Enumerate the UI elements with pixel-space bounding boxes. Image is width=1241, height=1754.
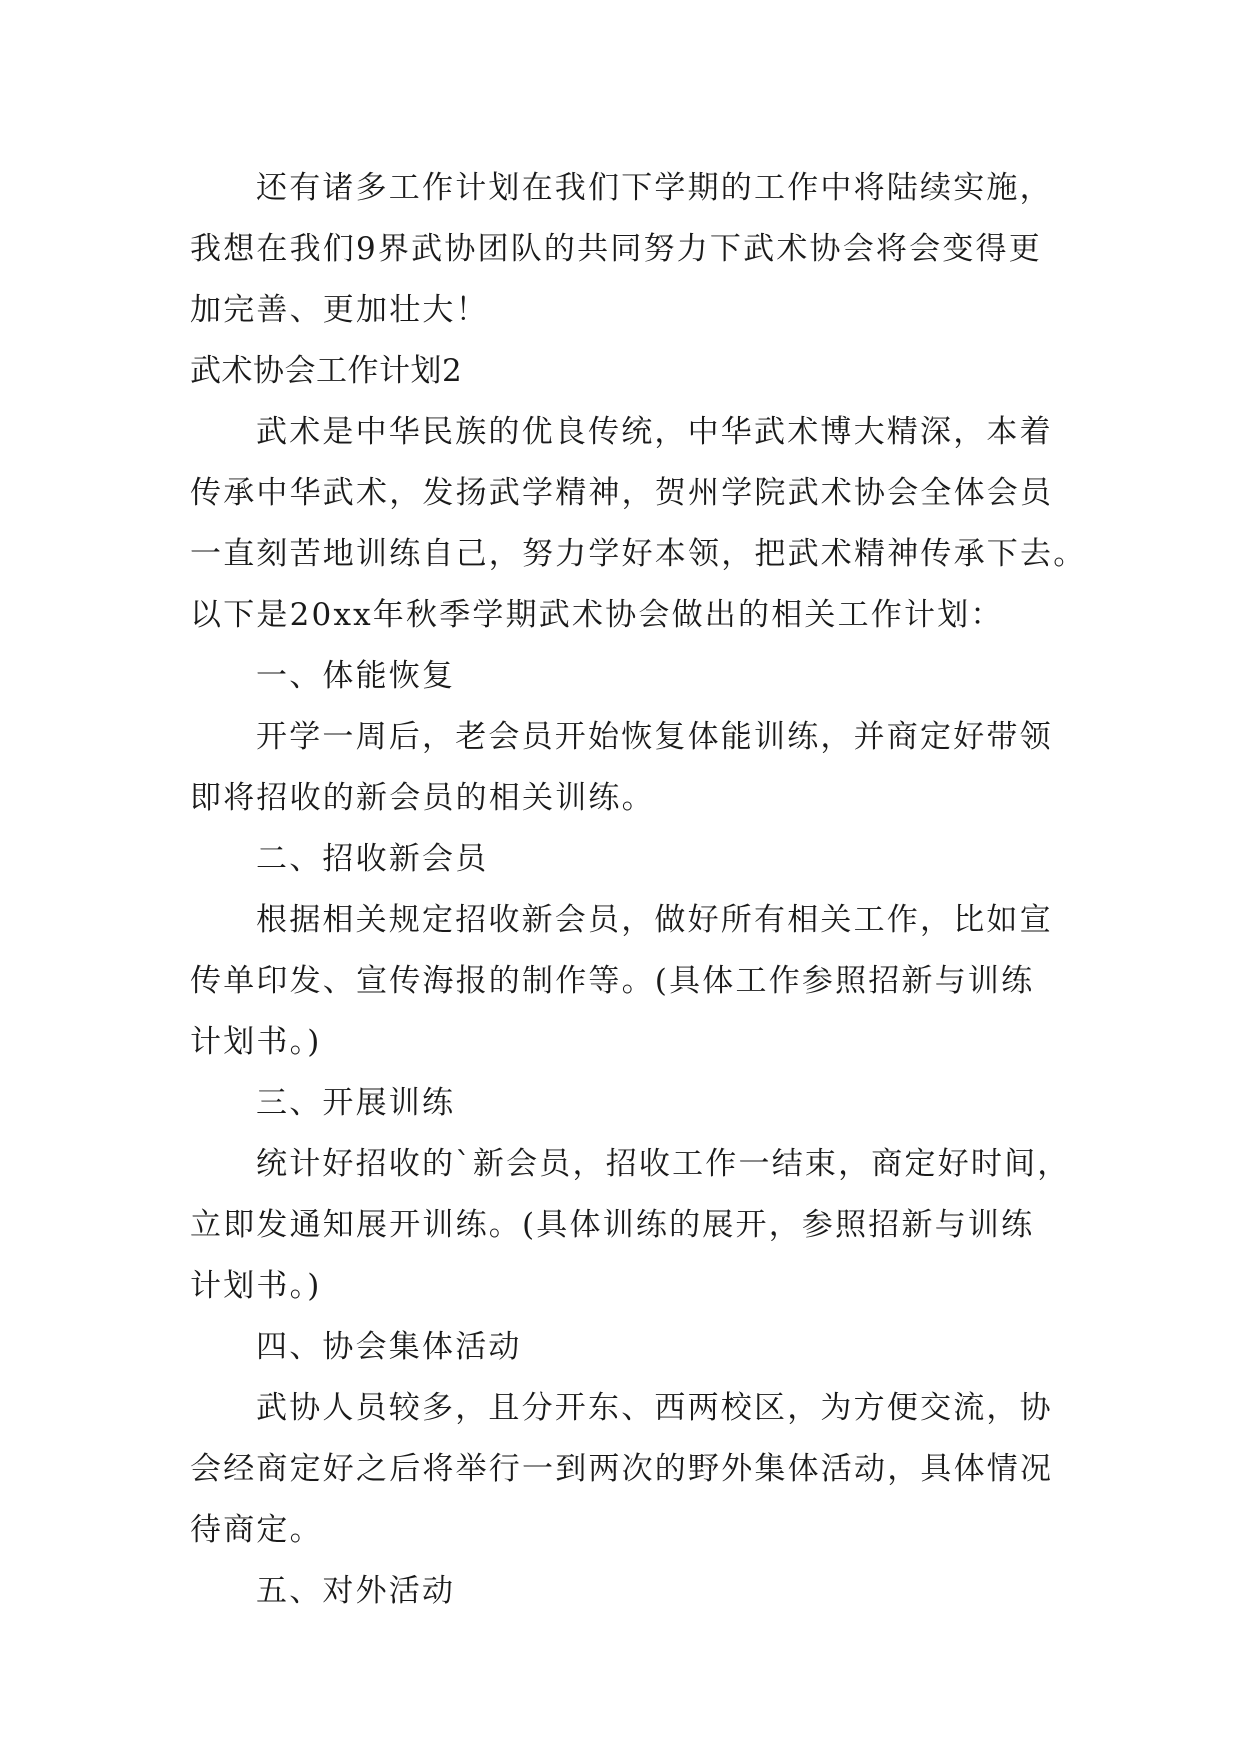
subsection-heading: 一、体能恢复 <box>256 658 456 694</box>
paragraph-line: 统计好招收的`新会员，招收工作一结束，商定好时间， <box>256 1146 1071 1182</box>
paragraph-line: 待商定。 <box>190 1512 323 1548</box>
paragraph-line: 还有诸多工作计划在我们下学期的工作中将陆续实施， <box>256 170 1053 206</box>
paragraph-line: 计划书。) <box>190 1268 322 1304</box>
document-body <box>190 158 1087 1622</box>
subsection-heading: 五、对外活动 <box>256 1573 456 1609</box>
section-title: 武术协会工作计划2 <box>190 353 463 389</box>
paragraph-line: 一直刻苦地训练自己，努力学好本领，把武术精神传承下去。 <box>190 536 1087 572</box>
paragraph-line: 会经商定好之后将举行一到两次的野外集体活动，具体情况 <box>190 1451 1054 1487</box>
paragraph-line: 我想在我们9界武协团队的共同努力下武术协会将会变得更 <box>190 231 1042 267</box>
paragraph-line: 计划书。) <box>190 1024 322 1060</box>
paragraph-line: 武协人员较多，且分开东、西两校区，为方便交流，协 <box>256 1390 1053 1426</box>
subsection-heading: 二、招收新会员 <box>256 841 489 877</box>
paragraph-line: 即将招收的新会员的相关训练。 <box>190 780 655 816</box>
paragraph-line: 武术是中华民族的优良传统，中华武术博大精深，本着 <box>256 414 1053 450</box>
subsection-heading: 四、协会集体活动 <box>256 1329 522 1365</box>
paragraph-line: 开学一周后，老会员开始恢复体能训练，并商定好带领 <box>256 719 1053 755</box>
subsection-heading: 三、开展训练 <box>256 1085 456 1121</box>
paragraph-line: 以下是20xx年秋季学期武术协会做出的相关工作计划： <box>190 597 1004 633</box>
paragraph-line: 立即发通知展开训练。(具体训练的展开，参照招新与训练 <box>190 1207 1035 1243</box>
paragraph-line: 传承中华武术，发扬武学精神，贺州学院武术协会全体会员 <box>190 475 1054 511</box>
paragraph-line: 加完善、更加壮大！ <box>190 292 489 328</box>
paragraph-line: 传单印发、宣传海报的制作等。(具体工作参照招新与训练 <box>190 963 1035 999</box>
paragraph-line: 根据相关规定招收新会员，做好所有相关工作，比如宣 <box>256 902 1053 938</box>
